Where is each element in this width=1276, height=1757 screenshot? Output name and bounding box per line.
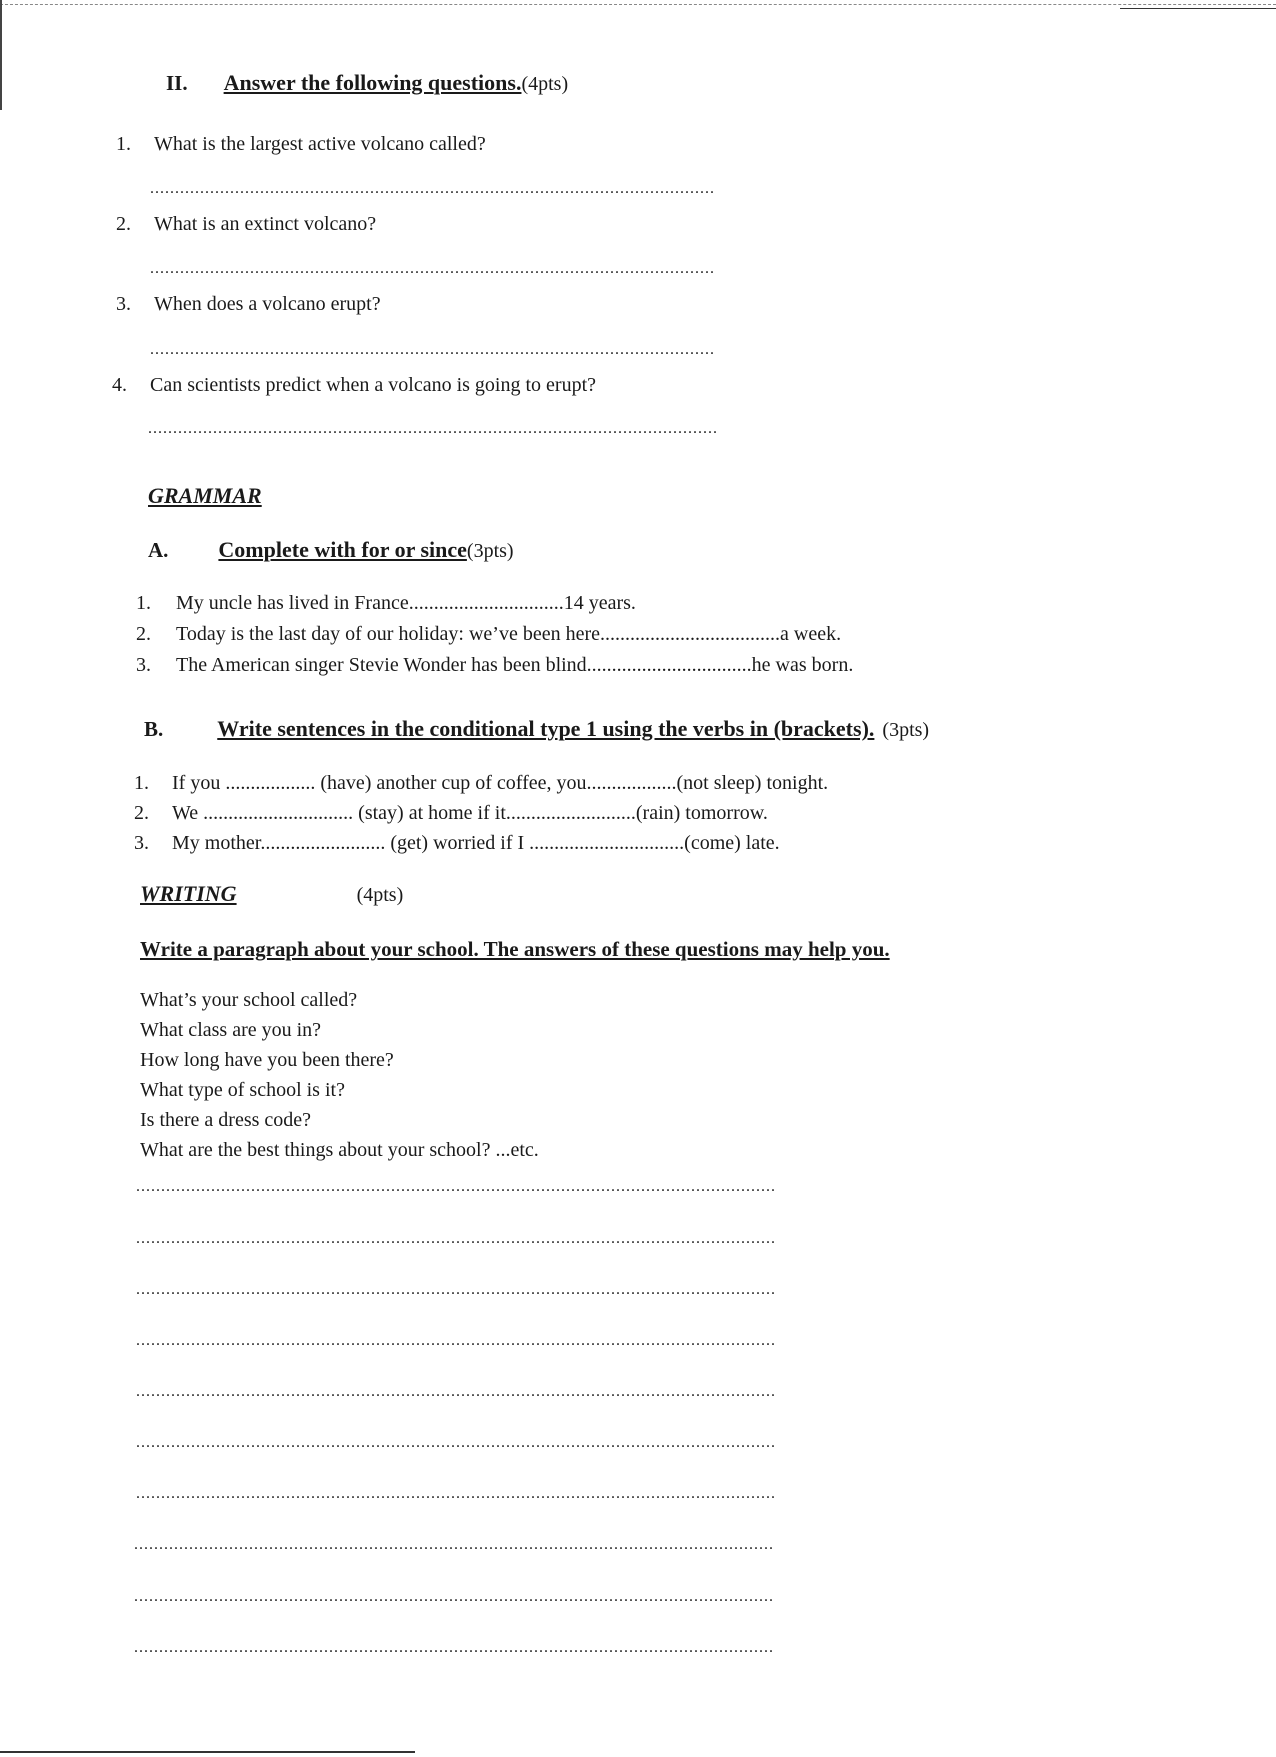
grammar-a-header [148,537,514,563]
part2-title: Answer the following questions. [223,70,522,95]
question-number: 3. [116,293,131,315]
item-number: 2. [134,802,149,824]
writing-line-5[interactable]: ................................................................................................................................ [136,1383,776,1400]
question-text: Can scientists predict when a volcano is going to erupt? [150,374,597,396]
writing-prompt: Is there a dress code? [140,1109,312,1131]
grammar-a-item-3 [136,654,853,677]
question-text: When does a volcano erupt? [154,293,381,315]
item-text: We .............................. (stay) at home if it..........................(rain) tomorrow. [172,802,768,824]
grammar-b-points: (3pts) [882,719,930,741]
question-number: 4. [112,374,127,396]
grammar-a-title: Complete with for or since [218,537,467,562]
writing-header [140,881,403,907]
scan-edge-bottom [0,1751,415,1753]
grammar-heading: GRAMMAR [148,483,262,508]
question-3 [116,293,381,316]
writing-line-10[interactable]: ................................................................................................................................ [134,1639,774,1656]
answer-line-3[interactable]: ................................................................................................................. [150,341,715,358]
item-text: My uncle has lived in France...............................14 years. [176,592,636,614]
writing-line-3[interactable]: ................................................................................................................................ [136,1281,776,1298]
item-number: 1. [134,772,149,794]
writing-prompt: What’s your school called? [140,989,358,1011]
grammar-a-item-2 [136,623,841,646]
question-number: 2. [116,213,131,235]
question-number: 1. [116,133,131,155]
item-number: 3. [136,654,151,676]
grammar-b-item-2 [134,802,768,825]
writing-prompt: How long have you been there? [140,1049,394,1071]
scan-edge-left [0,0,2,110]
writing-line-1[interactable]: ................................................................................................................................ [136,1178,776,1195]
item-text: My mother......................... (get) worried if I ...............................(come) late. [172,832,780,854]
part2-points: (4pts) [521,73,569,95]
writing-line-2[interactable]: ................................................................................................................................ [136,1230,776,1247]
answer-line-1[interactable]: ................................................................................................................. [150,180,715,197]
writing-instruction: Write a paragraph about your school. The answers of these questions may help you. [140,937,890,961]
writing-prompt: What class are you in? [140,1019,322,1041]
item-text: Today is the last day of our holiday: we’ve been here....................................a week. [176,623,842,645]
part2-number: II. [166,71,188,95]
writing-points: (4pts) [356,884,404,906]
grammar-a-letter: A. [148,538,169,562]
question-4 [112,374,596,397]
question-text: What is an extinct volcano? [154,213,377,235]
writing-line-7[interactable]: ................................................................................................................................ [136,1485,776,1502]
grammar-b-letter: B. [144,717,164,741]
scan-edge-right [1120,8,1276,9]
writing-prompt: What type of school is it? [140,1079,345,1101]
grammar-a-item-1 [136,592,636,615]
writing-heading: WRITING [140,881,237,906]
item-number: 2. [136,623,151,645]
grammar-b-item-3 [134,832,780,855]
scan-edge-top [0,0,1276,5]
answer-line-4[interactable]: .................................................................................................................. [148,420,718,437]
item-number: 3. [134,832,149,854]
writing-line-8[interactable]: ................................................................................................................................ [134,1536,774,1553]
writing-prompt: What are the best things about your school? ...etc. [140,1139,539,1161]
item-text: If you .................. (have) another cup of coffee, you..................(not sleep) tonight. [172,772,829,794]
part2-header [166,70,568,96]
question-1 [116,133,486,156]
writing-line-6[interactable]: ................................................................................................................................ [136,1434,776,1451]
answer-line-2[interactable]: ................................................................................................................. [150,260,715,277]
writing-line-4[interactable]: ................................................................................................................................ [136,1332,776,1349]
grammar-b-header [144,716,929,742]
grammar-b-title: Write sentences in the conditional type 1 using the verbs in (brackets). [217,716,875,741]
writing-line-9[interactable]: ................................................................................................................................ [134,1588,774,1605]
item-number: 1. [136,592,151,614]
item-text: The American singer Stevie Wonder has been blind.................................he was born. [176,654,854,676]
question-2 [116,213,376,236]
question-text: What is the largest active volcano called? [154,133,486,155]
grammar-a-points: (3pts) [466,540,514,562]
grammar-b-item-1 [134,772,828,795]
